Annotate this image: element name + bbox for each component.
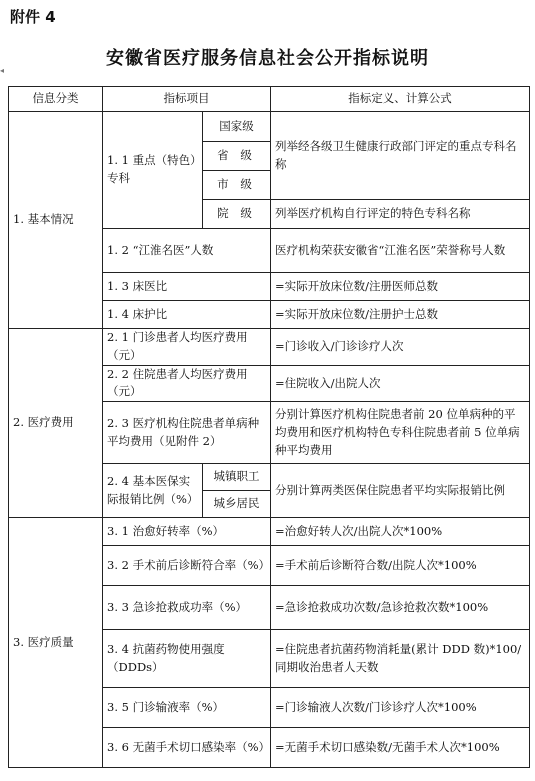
definition-2-1: =门诊收入/门诊诊疗人次 xyxy=(271,329,530,366)
section-basic-info: 1. 基本情况 xyxy=(9,112,103,329)
definition-3-1: =治愈好转人次/出院人次*100% xyxy=(271,518,530,546)
definition-1-2: 医疗机构荣获安徽省“江淮名医”荣誉称号人数 xyxy=(271,229,530,273)
definition-3-5: =门诊输液人次数/门诊诊疗人次*100% xyxy=(271,688,530,728)
level-hospital: 院 级 xyxy=(203,200,271,229)
indicator-2-2: 2. 2 住院患者人均医疗费用（元） xyxy=(103,365,271,402)
definition-3-3: =急诊抢救成功次数/急诊抢救次数*100% xyxy=(271,586,530,630)
definition-1-3: =实际开放床位数/注册医师总数 xyxy=(271,273,530,301)
definition-3-2: =手术前后诊断符合数/出院人次*100% xyxy=(271,546,530,586)
indicator-3-2: 3. 2 手术前后诊断符合率（%） xyxy=(103,546,271,586)
definition-1-1: 列举经各级卫生健康行政部门评定的重点专科名称 xyxy=(271,112,530,200)
indicator-1-1: 1. 1 重点（特色）专科 xyxy=(103,112,203,229)
indicator-table xyxy=(8,86,530,768)
header-indicator: 指标项目 xyxy=(103,87,271,112)
section-medical-quality: 3. 医疗质量 xyxy=(9,518,103,768)
attachment-label: 附件 4 xyxy=(10,8,56,26)
indicator-3-3: 3. 3 急诊抢救成功率（%） xyxy=(103,586,271,630)
definition-1-4: =实际开放床位数/注册护士总数 xyxy=(271,301,530,329)
definition-1-1-hospital: 列举医疗机构自行评定的特色专科名称 xyxy=(271,200,530,229)
section-medical-cost: 2. 医疗费用 xyxy=(9,329,103,518)
table-row xyxy=(9,518,530,546)
level-province: 省 级 xyxy=(203,142,271,171)
indicator-3-5: 3. 5 门诊输液率（%） xyxy=(103,688,271,728)
definition-2-3: 分别计算医疗机构住院患者前 20 位单病种的平均费用和医疗机构特色专科住院患者前 5 位单病种平均费用 xyxy=(271,402,530,464)
definition-2-2: =住院收入/出院人次 xyxy=(271,365,530,402)
header-definition: 指标定义、计算公式 xyxy=(271,87,530,112)
document-title: 安徽省医疗服务信息社会公开指标说明 xyxy=(106,48,429,69)
indicator-1-3: 1. 3 床医比 xyxy=(103,273,271,301)
edge-marker: ◂ xyxy=(0,66,5,75)
table-header-row xyxy=(9,87,530,112)
insurance-urban-employee: 城镇职工 xyxy=(203,464,271,491)
indicator-1-2: 1. 2 “江淮名医”人数 xyxy=(103,229,271,273)
indicator-3-1: 3. 1 治愈好转率（%） xyxy=(103,518,271,546)
indicator-1-4: 1. 4 床护比 xyxy=(103,301,271,329)
table-row xyxy=(9,329,530,366)
indicator-3-6: 3. 6 无菌手术切口感染率（%） xyxy=(103,728,271,768)
insurance-urban-rural-resident: 城乡居民 xyxy=(203,491,271,518)
indicator-2-4: 2. 4 基本医保实际报销比例（%） xyxy=(103,464,203,518)
definition-3-6: =无菌手术切口感染数/无菌手术人次*100% xyxy=(271,728,530,768)
level-national: 国家级 xyxy=(203,112,271,142)
indicator-2-1: 2. 1 门诊患者人均医疗费用（元） xyxy=(103,329,271,366)
level-city: 市 级 xyxy=(203,171,271,200)
table-row xyxy=(9,112,530,142)
indicator-2-3: 2. 3 医疗机构住院患者单病种平均费用（见附件 2） xyxy=(103,402,271,464)
indicator-3-4: 3. 4 抗菌药物使用强度（DDDs） xyxy=(103,630,271,688)
header-category: 信息分类 xyxy=(9,87,103,112)
definition-3-4: =住院患者抗菌药物消耗量(累计 DDD 数)*100/同期收治患者人天数 xyxy=(271,630,530,688)
definition-2-4: 分别计算两类医保住院患者平均实际报销比例 xyxy=(271,464,530,518)
